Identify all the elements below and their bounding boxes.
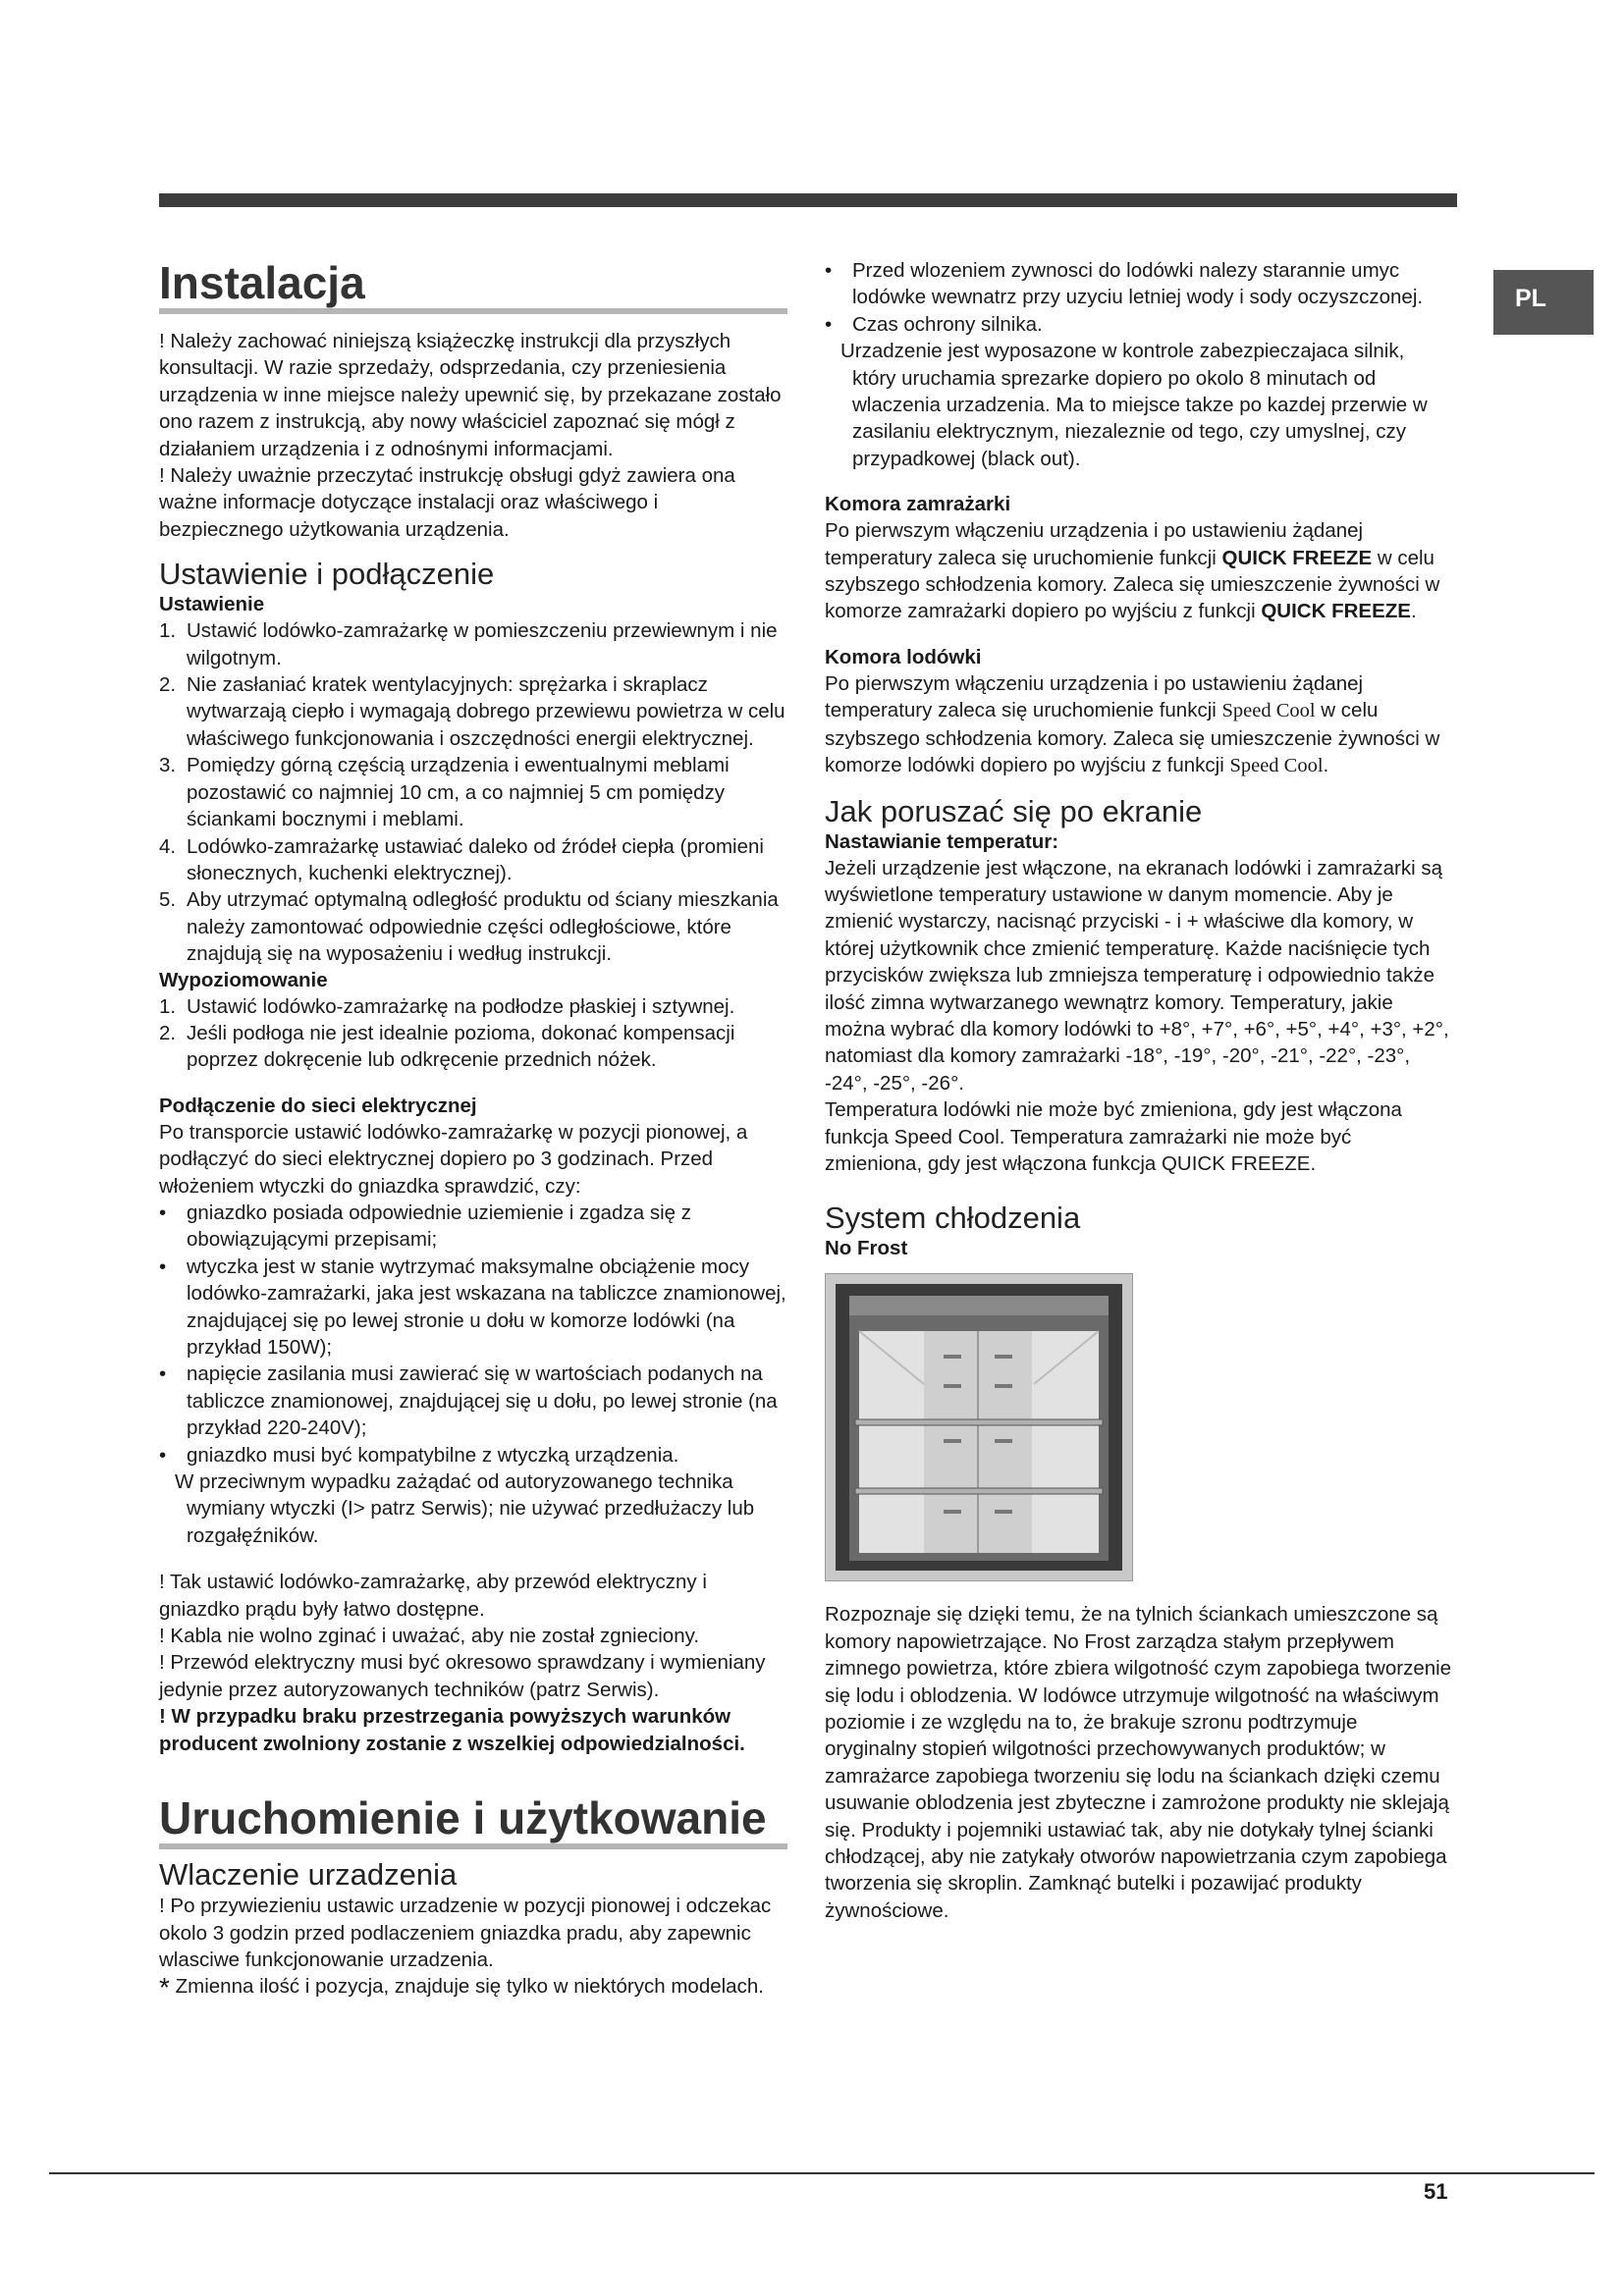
language-tab: PL [1493,270,1594,335]
ustawienie-list [159,617,787,967]
heading-ekran: Jak poruszać się po ekranie [825,793,1203,828]
subheading-wypoziomowanie: Wypoziomowanie [159,968,328,991]
list-item: • Czas ochrony silnika. [825,312,1043,336]
heading-wlaczenie: Wlaczenie urzadzenia [159,1857,458,1893]
heading-system: System chłodzenia [825,1201,1081,1236]
fridge-icon [826,1274,1132,1580]
list-item: • gniazdko musi być kompatybilne z wtyczką urządzenia. [159,1443,679,1467]
list-item: 2. Nie zasłaniać kratek wentylacyjnych: sprężarka i skraplacz wytwarzają ciepło i wymagają dobrego przewiewu powietrza w celu właściwego funkcjonowania i oszczędności energii elektrycznej. [159,673,785,750]
nofrost-paragraph: Rozpoznaje się dzięki temu, że na tylnich ściankach umieszczone są komory napowietrzające. No Frost zarządza stałym przepływem zimnego powietrza, które zbiera wilgotność czym zapobiega tworzenie się lodu i oblodzenia. W lodówce utrzymuje wilgotność na właściwym poziomie i ze względu na to, że brakuje szronu podtrzymuje oryginalny stopień wilgotności przechowywanych produktów; w zamrażarce zapobiega tworzeniu się lodu na ściankach dzięki czemu usuwanie oblodzenia jest zbyteczne i zamrożone produkty nie sklejają się. Produkty i pojemniki ustawiać tak, aby nie dotykały tylnej ścianki chłodzącej, aby nie zatykały otworów napowietrzania czym zapobiega tworzenia się skroplin. Zamknąć butelki i pozawijać produkty żywnościowe. [825,1603,1452,1922]
list-item: 3. Pomiędzy górną częścią urządzenia i ewentualnymi meblami pozostawić co najmniej 10 cm, a co najmniej 5 cm pomiędzy ściankami bocznymi i meblami. [159,754,730,831]
nofrost-fridge-illustration [825,1273,1133,1581]
footnote [159,1973,787,2001]
lodowki-paragraph: Po pierwszym włączeniu urządzenia i po ustawieniu żądanej temperatury zaleca się uruchomienie funkcji Speed Cool w celu szybszego schłodzenia komory. Zaleca się umieszczenie żywności w komorze lodówki dopiero po wyjściu z funkcji Speed Cool. [825,671,1440,777]
podlaczenie-extra: W przeciwnym wypadku zażądać od autoryzowanego technika wymiany wtyczki (I> patrz Serwis); nie używać przedłużaczy lub rozgałęźników. [175,1470,755,1547]
left-column [159,257,787,2002]
title-uruchomienie: Uruchomienie i użytkowanie [159,1792,787,1849]
subheading-zamrazarki: Komora zamrażarki [825,493,1011,516]
subheading-ustawienie: Ustawienie [159,593,265,616]
subheading-nofrost: No Frost [825,1237,908,1260]
list-item: 5. Aby utrzymać optymalną odległość produktu od ściany mieszkania należy zamontować odpowiednie części odległościowe, które znajdują się na wyposażeniu i według instrukcji. [159,888,779,966]
list-item: • wtyczka jest w stanie wytrzymać maksymalne obciążenie mocy lodówko-zamrażarki, jaka jest wskazana na tabliczce znamionowej, znajdującej się po lewej stronie u dołu w komorze lodówki (na przykład 150W); [159,1255,786,1359]
warning-3: ! Przewód elektryczny musi być okresowo sprawdzany i wymieniany jedynie przez autoryzowanych techników (patrz Serwis). [159,1651,766,1701]
podlaczenie-bullets [159,1200,787,1468]
intro-paragraph-2: ! Należy uważnie przeczytać instrukcję obsługi gdyż zawiera ona ważne informacje dotyczące instalacji oraz właściwego i bezpiecznego użytkowania urządzenia. [159,464,735,541]
footnote-text: Zmienna ilość i pozycja, znajduje się tylko w niektórych modelach. [175,1975,764,1999]
footnote-star: * [159,1972,170,2003]
list-item: 1. Ustawić lodówko-zamrażarkę w pomieszczeniu przewiewnym i nie wilgotnym. [159,619,778,669]
wlaczenie-paragraph: ! Po przywiezieniu ustawic urzadzenie w pozycji pionowej i odczekac okolo 3 godzin przed podlaczeniem gniazdka pradu, aby zapewnic wlasciwe funkcjonowanie urzadzenia. [159,1895,772,1971]
list-item: 1. Ustawić lodówko-zamrażarkę na podłodze płaskiej i sztywnej. [159,994,735,1018]
title-instalacja: Instalacja [159,257,787,314]
intro-paragraph-1: ! Należy zachować niniejszą książeczkę instrukcji dla przyszłych konsultacji. W razie sprzedaży, odsprzedania, czy przeniesienia urządzenia w inne miejsce należy upewnić się, by przekazane zostało ono razem z instrukcją, aby nowy właściciel zapoznać się mógł z działaniem urządzenia i z odnośnymi informacjami. [159,330,782,460]
list-item: • gniazdko posiada odpowiednie uziemienie i zgadza się z obowiązującymi przepisami; [159,1201,691,1252]
right-column [825,257,1453,1924]
warning-1: ! Tak ustawić lodówko-zamrażarkę, aby przewód elektryczny i gniazdko prądu były łatwo dostępne. [159,1571,707,1621]
motor-protection-paragraph: Urzadzenie jest wyposazone w kontrole zabezpieczajaca silnik, który uruchamia sprezarke dopiero po okolo 8 minutach od wlaczenia urzadzenia. Ma to miejsce takze po kazdej przerwie w zasilaniu elektrycznym, niezaleznie od tego, czy umyslnej, czy przypadkowej (black out). [840,340,1428,470]
list-item: • napięcie zasilania musi zawierać się w wartościach podanych na tabliczce znamionowej, znajdującej się u dołu, po lewej stronie (na przykład 220-240V); [159,1362,778,1440]
top-bullets [825,257,1453,338]
footer-rule [49,2172,1595,2174]
list-item: 4. Lodówko-zamrażarkę ustawiać daleko od źródeł ciepła (promieni słonecznych, kuchenki elektrycznej). [159,834,764,884]
heading-ustawienie: Ustawienie i podłączenie [159,557,495,592]
warning-2: ! Kabla nie wolno zginać i uważać, aby nie został zgnieciony. [159,1625,700,1648]
top-rule [159,193,1457,207]
podlaczenie-paragraph: Po transporcie ustawić lodówko-zamrażarkę w pozycji pionowej, a podłączyć do sieci elektrycznej dopiero po 3 godzinach. Przed włożeniem wtyczki do gniazdka sprawdzić, czy: [159,1120,748,1198]
warning-bold: ! W przypadku braku przestrzegania powyższych warunków producent zwolniony zostanie z wszelkiej odpowiedzialności. [159,1705,745,1755]
subheading-nastawianie: Nastawianie temperatur: [825,829,1059,853]
zamrazarki-paragraph: Po pierwszym włączeniu urządzenia i po ustawieniu żądanej temperatury zaleca się uruchomienie funkcji QUICK FREEZE w celu szybszego schłodzenia komory. Zaleca się umieszczenie żywności w komorze zamrażarki dopiero po wyjściu z funkcji QUICK FREEZE. [825,519,1440,623]
nastawianie-paragraph-2: Temperatura lodówki nie może być zmieniona, gdy jest włączona funkcja Speed Cool. Temperatura zamrażarki nie może być zmieniona, gdy jest włączona funkcja QUICK FREEZE. [825,1098,1402,1175]
list-item: • Przed wlozeniem zywnosci do lodówki nalezy starannie umyc lodówke wewnatrz przy uzyciu letniej wody i sody oczyszczonej. [825,259,1424,309]
page-number: 51 [1424,2179,1448,2204]
wypoziomowanie-list [159,993,787,1074]
subheading-lodowki: Komora lodówki [825,645,982,668]
subheading-podlaczenie: Podłączenie do sieci elektrycznej [159,1094,477,1117]
nastawianie-paragraph: Jeżeli urządzenie jest włączone, na ekranach lodówki i zamrażarki są wyświetlone temperatury ustawione w danym momencie. Aby je zmienić wystarczy, nacisnąć przyciski - i + właściwe dla komory, w której użytkownik chce zmienić temperaturę. Każde naciśnięcie tych przycisków zwiększa lub zmniejsza temperaturę i odpowiednio także ilość zimna wytwarzanego wewnątrz komory. Temperatury, jakie można wybrać dla komory lodówki to +8°, +7°, +6°, +5°, +4°, +3°, +2°, natomiast dla komory zamrażarki -18°, -19°, -20°, -21°, -22°, -23°, -24°, -25°, -26°. [825,856,1449,1095]
list-item: 2. Jeśli podłoga nie jest idealnie pozioma, dokonać kompensacji poprzez dokręcenie lub odkręcenie przednich nóżek. [159,1021,735,1072]
